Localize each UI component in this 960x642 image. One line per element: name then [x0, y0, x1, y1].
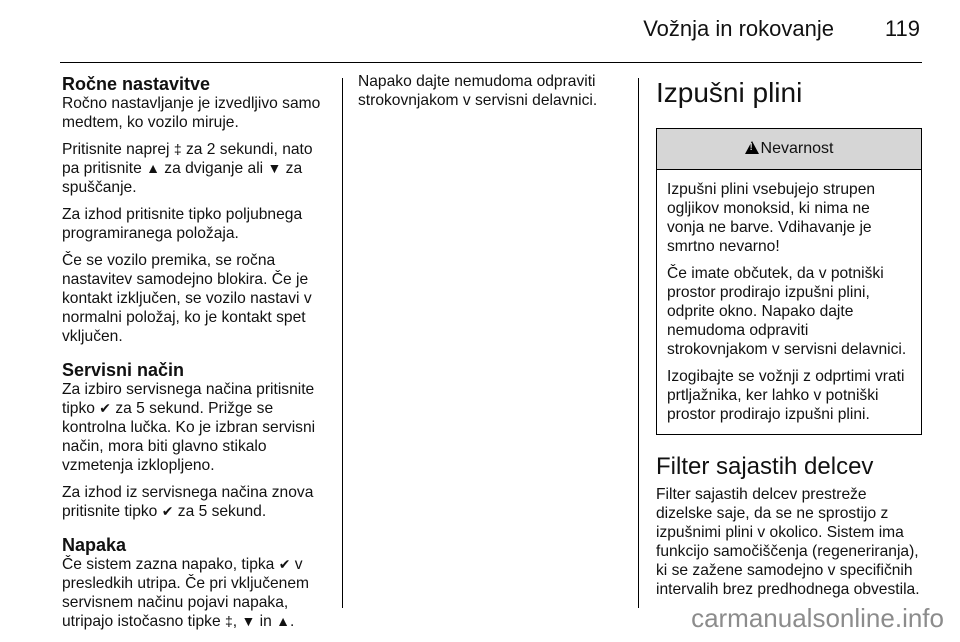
column-left	[62, 72, 334, 639]
heading-manual: Ročne nastavitve	[62, 74, 211, 94]
warning-box	[656, 128, 922, 435]
paragraph: Napako dajte nemudoma odpraviti strokovnjakom v servisni delavnici.	[358, 73, 598, 109]
service-wrench-icon: ✔	[161, 503, 174, 519]
arrow-up-icon: ▲	[276, 613, 291, 629]
paragraph: Izpušni plini vsebujejo strupen ogljikov monoksid, ki nima ne vonja ne barve. Vdihavanje je smrtno nevarno!	[667, 181, 876, 255]
paragraph: Filter sajastih delcev prestreže dizelske saje, da se ne sprostijo z izpušnimi plini v okolico. Sistem ima funkcijo samočiščenja (regeneriranja), ki se zažene samodejno v specifičnih intervalih brez predhodnega obvestila.	[656, 486, 920, 598]
arrow-up-icon: ▲	[146, 160, 160, 176]
paragraph: Ročno nastavljanje je izvedljivo samo medtem, ko vozilo miruje.	[62, 95, 321, 131]
paragraph: Pritisnite naprej ‡ za 2 sekundi, nato pa pritisnite ▲ za dviganje ali ▼ za spuščanje.	[62, 141, 313, 196]
column-divider	[342, 78, 343, 608]
page-number: 119	[884, 16, 920, 41]
page-header	[60, 0, 922, 63]
manual-adjust-icon: ‡	[224, 613, 233, 629]
paragraph: Izogibajte se vožnji z odprtimi vrati prtljažnika, ker lahko v potniški prostor prodirajo izpušni plini.	[667, 368, 905, 423]
service-wrench-icon: ✔	[278, 556, 291, 572]
paragraph: Če sistem zazna napako, tipka ✔ v presledkih utripa. Če pri vključenem servisnem načinu pojavi napaka, utripajo istočasno tipke ‡, ▼ in ▲.	[62, 556, 310, 630]
heading-fault: Napaka	[62, 535, 127, 555]
paragraph: Če imate občutek, da v potniški prostor prodirajo izpušni plini, odprite okno. Napako dajte nemudoma odpraviti strokovnjakom v servisni delavnici.	[667, 265, 907, 358]
subsection-title: Filter sajastih delcev	[656, 453, 874, 480]
paragraph: Za izbiro servisnega načina pritisnite tipko ✔ za 5 sekund. Prižge se kontrolna lučka. Ko je izbran servisni način, mora biti glavno stikalo vzmetenja izklopljeno.	[62, 381, 316, 474]
warning-triangle-icon	[745, 141, 759, 154]
watermark: carmanualsonline.info	[691, 603, 944, 633]
arrow-down-icon: ▼	[241, 613, 256, 629]
warning-title: Nevarnost	[760, 140, 834, 157]
column-right	[656, 72, 922, 607]
header-title: Vožnja in rokovanje	[643, 16, 834, 41]
paragraph: Za izhod iz servisnega načina znova pritisnite tipko ✔ za 5 sekund.	[62, 484, 314, 520]
manual-adjust-icon: ‡	[173, 141, 182, 157]
warning-body	[657, 170, 921, 434]
column-divider	[638, 78, 639, 608]
section-title: Izpušni plini	[656, 77, 803, 108]
heading-service: Servisni način	[62, 360, 185, 380]
arrow-down-icon: ▼	[267, 160, 282, 176]
warning-header	[657, 129, 921, 170]
paragraph: Če se vozilo premika, se ročna nastavitev samodejno blokira. Če je kontakt izključen, se vozilo nastavi v normalni položaj, ko je kontakt spet vključen.	[62, 252, 312, 345]
service-wrench-icon: ✔	[99, 400, 112, 416]
column-middle	[358, 72, 630, 118]
paragraph: Za izhod pritisnite tipko poljubnega programiranega položaja.	[62, 206, 303, 242]
